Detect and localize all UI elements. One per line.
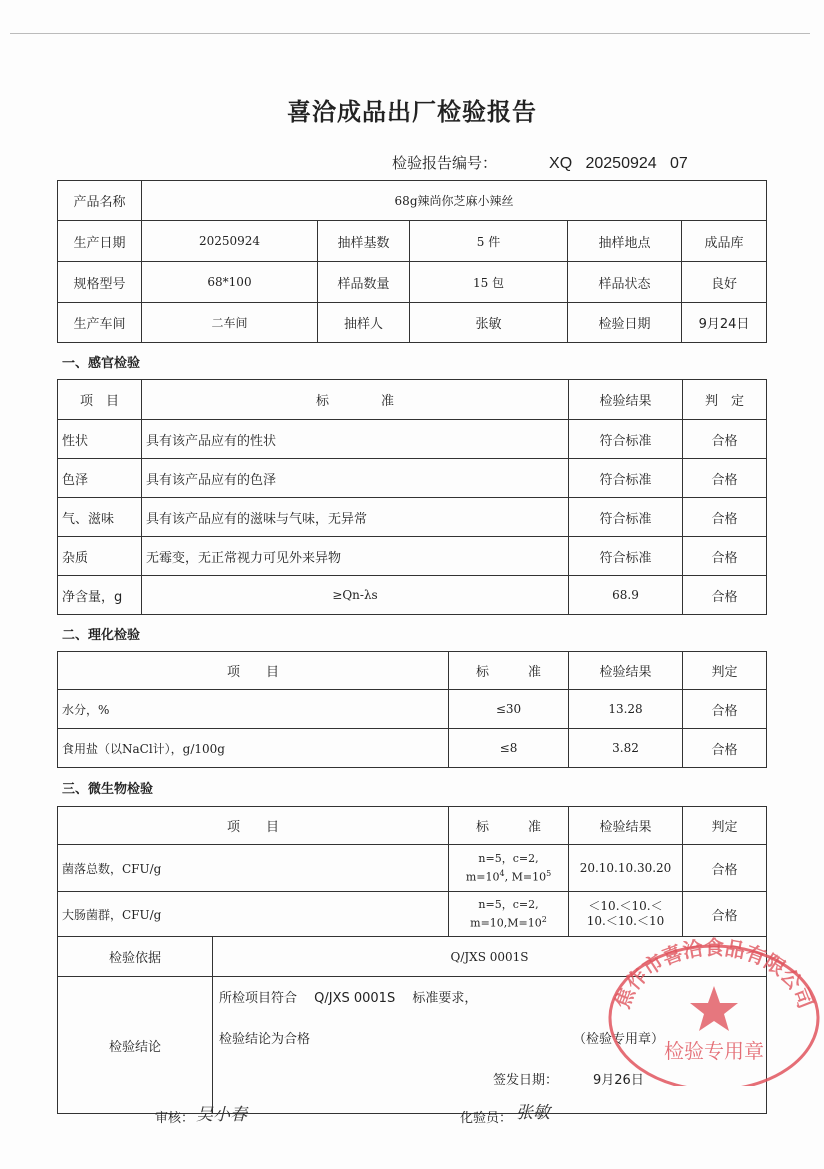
conclusion-line1: 所检项目符合 Q/JXS 0001S 标准要求， bbox=[219, 991, 478, 1006]
physchem-standard: ≤30 bbox=[449, 690, 569, 729]
issue-date-value: 9月26日 bbox=[593, 1073, 644, 1088]
physchem-verdict: 合格 bbox=[683, 729, 767, 768]
physchem-header-item: 项 目 bbox=[58, 652, 449, 690]
micro-result-line2: 10.＜10.＜10 bbox=[586, 914, 665, 928]
micro-table bbox=[57, 806, 767, 1114]
physchem-item: 食用盐（以NaCl计），g/100g bbox=[58, 729, 449, 768]
micro-result bbox=[569, 892, 683, 937]
sensory-standard: 具有该产品应有的滋味与气味，无异常 bbox=[142, 498, 569, 537]
micro-result-line1: ＜10.＜10.＜ bbox=[588, 899, 663, 913]
micro-standard-line2 bbox=[453, 912, 564, 931]
conclusion-line2: 检验结论为合格 bbox=[219, 1032, 311, 1047]
table-row bbox=[58, 576, 767, 615]
sensory-header-standard: 标 准 bbox=[142, 380, 569, 420]
workshop-value: 二车间 bbox=[142, 303, 318, 343]
sensory-result: 符合标准 bbox=[569, 420, 683, 459]
basis-value: Q/JXS 0001S bbox=[213, 937, 767, 977]
micro-standard-m: m=10, bbox=[470, 916, 508, 930]
tester-label: 化验员： bbox=[460, 1111, 513, 1126]
basis-label: 检验依据 bbox=[58, 937, 213, 977]
top-border-line bbox=[10, 33, 810, 34]
micro-standard-line1: n=5，c=2, bbox=[478, 898, 539, 912]
micro-verdict: 合格 bbox=[683, 892, 767, 937]
report-number bbox=[392, 152, 688, 173]
sensory-standard: 无霉变，无正常视力可见外来异物 bbox=[142, 537, 569, 576]
sensory-item: 气、滋味 bbox=[58, 498, 142, 537]
micro-item: 菌落总数，CFU/g bbox=[58, 845, 449, 892]
spec-value: 68*100 bbox=[142, 262, 318, 303]
micro-standard-M: , M=10 bbox=[504, 870, 547, 884]
physchem-item: 水分，% bbox=[58, 690, 449, 729]
sensory-result: 符合标准 bbox=[569, 459, 683, 498]
sensory-verdict: 合格 bbox=[683, 576, 767, 615]
sensory-header-item: 项 目 bbox=[58, 380, 142, 420]
stamp-text-top: 焦作市喜洽食品有限公司 bbox=[609, 935, 819, 1012]
product-info-table bbox=[57, 180, 767, 343]
physchem-standard: ≤8 bbox=[449, 729, 569, 768]
physchem-table bbox=[57, 651, 767, 768]
sensory-result: 68.9 bbox=[569, 576, 683, 615]
physchem-header-verdict: 判定 bbox=[683, 652, 767, 690]
micro-standard-M-exp: 5 bbox=[546, 869, 552, 879]
reviewer-signature: 吴小春 bbox=[196, 1105, 247, 1125]
table-row bbox=[58, 537, 767, 576]
sensory-standard: 具有该产品应有的性状 bbox=[142, 420, 569, 459]
micro-result: 20.10.10.30.20 bbox=[569, 845, 683, 892]
sensory-standard: ≥Qn-λs bbox=[142, 576, 569, 615]
physchem-verdict: 合格 bbox=[683, 690, 767, 729]
sampler-label: 抽样人 bbox=[318, 303, 410, 343]
micro-verdict: 合格 bbox=[683, 845, 767, 892]
sensory-verdict: 合格 bbox=[683, 498, 767, 537]
spec-label: 规格型号 bbox=[58, 262, 142, 303]
table-row bbox=[58, 420, 767, 459]
product-name-label: 产品名称 bbox=[58, 181, 142, 221]
sensory-item: 净含量，g bbox=[58, 576, 142, 615]
test-date-label: 检验日期 bbox=[568, 303, 682, 343]
micro-standard-M: M=10 bbox=[507, 916, 542, 930]
micro-header-result: 检验结果 bbox=[569, 807, 683, 845]
micro-standard-m: m=10 bbox=[465, 870, 500, 884]
issue-date-label: 签发日期： bbox=[493, 1073, 559, 1088]
sensory-item: 色泽 bbox=[58, 459, 142, 498]
physchem-header-result: 检验结果 bbox=[569, 652, 683, 690]
sample-place-label: 抽样地点 bbox=[568, 221, 682, 262]
micro-standard bbox=[449, 845, 569, 892]
table-row bbox=[58, 845, 767, 892]
report-title: 喜洽成品出厂检验报告 bbox=[287, 98, 537, 126]
table-row bbox=[58, 892, 767, 937]
stamp-text-bottom: 检验专用章 bbox=[664, 1039, 764, 1063]
sample-base-label: 抽样基数 bbox=[318, 221, 410, 262]
sensory-standard: 具有该产品应有的色泽 bbox=[142, 459, 569, 498]
micro-header-standard: 标 准 bbox=[449, 807, 569, 845]
table-row bbox=[58, 729, 767, 768]
physchem-heading: 二、理化检验 bbox=[62, 628, 141, 643]
micro-standard-line1: n=5，c=2, bbox=[478, 852, 539, 866]
sample-place-value: 成品库 bbox=[682, 221, 767, 262]
micro-header-item: 项 目 bbox=[58, 807, 449, 845]
sensory-verdict: 合格 bbox=[683, 420, 767, 459]
table-row bbox=[58, 498, 767, 537]
reviewer-label: 审核： bbox=[155, 1111, 195, 1126]
stamp-note: （检验专用章） bbox=[573, 1032, 665, 1047]
sensory-result: 符合标准 bbox=[569, 537, 683, 576]
sample-state-value: 良好 bbox=[682, 262, 767, 303]
conclusion-label: 检验结论 bbox=[58, 977, 213, 1114]
report-number-label: 检验报告编号： bbox=[392, 154, 498, 172]
physchem-result: 13.28 bbox=[569, 690, 683, 729]
physchem-result: 3.82 bbox=[569, 729, 683, 768]
micro-header-verdict: 判定 bbox=[683, 807, 767, 845]
product-name-value: 68g辣尚你芝麻小辣丝 bbox=[142, 181, 767, 221]
sensory-header-result: 检验结果 bbox=[569, 380, 683, 420]
sensory-item: 性状 bbox=[58, 420, 142, 459]
sensory-verdict: 合格 bbox=[683, 537, 767, 576]
table-row bbox=[58, 690, 767, 729]
sample-state-label: 样品状态 bbox=[568, 262, 682, 303]
sensory-header-verdict: 判 定 bbox=[683, 380, 767, 420]
micro-standard-M-exp: 2 bbox=[541, 915, 547, 925]
sample-base-value: 5 件 bbox=[410, 221, 568, 262]
test-date-value: 9月24日 bbox=[682, 303, 767, 343]
sensory-table bbox=[57, 379, 767, 615]
micro-heading: 三、微生物检验 bbox=[62, 782, 154, 797]
sample-qty-value: 15 包 bbox=[410, 262, 568, 303]
sensory-item: 杂质 bbox=[58, 537, 142, 576]
micro-standard bbox=[449, 892, 569, 937]
physchem-header-standard: 标 准 bbox=[449, 652, 569, 690]
table-row bbox=[58, 459, 767, 498]
prod-date-value: 20250924 bbox=[142, 221, 318, 262]
sample-qty-label: 样品数量 bbox=[318, 262, 410, 303]
sensory-verdict: 合格 bbox=[683, 459, 767, 498]
tester-signature: 张敏 bbox=[516, 1103, 550, 1123]
micro-standard-line2 bbox=[453, 866, 564, 885]
sensory-heading: 一、感官检验 bbox=[62, 356, 141, 371]
conclusion-cell bbox=[213, 977, 767, 1114]
prod-date-label: 生产日期 bbox=[58, 221, 142, 262]
sampler-value: 张敏 bbox=[410, 303, 568, 343]
sensory-result: 符合标准 bbox=[569, 498, 683, 537]
report-number-value: XQ 20250924 07 bbox=[549, 155, 688, 172]
micro-item: 大肠菌群，CFU/g bbox=[58, 892, 449, 937]
workshop-label: 生产车间 bbox=[58, 303, 142, 343]
micro-standard-m-exp: 4 bbox=[499, 869, 505, 879]
